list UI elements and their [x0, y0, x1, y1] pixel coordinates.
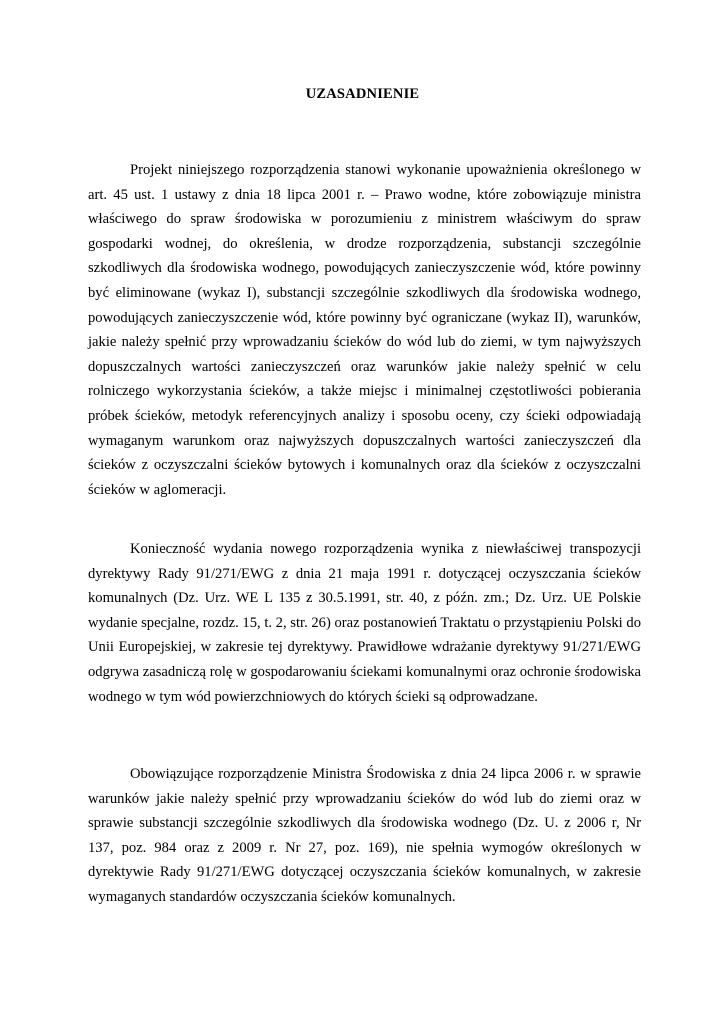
paragraph-necessity: Konieczność wydania nowego rozporządzenia wynika z niewłaściwej transpozycji dyrektywy Rady 91/271/EWG z dnia 21 maja 1991 r. dotyczącej oczyszczania ścieków komunalnych (Dz. Urz. WE L 135 z 30.5.1991, str. 40, z późn. zm.; Dz. Urz. UE Polskie wydanie specjalne, rozdz. 15, t. 2, str. 26) oraz postanowień Traktatu o przystąpieniu Polski do Unii Europejskiej, w zakresie tej dyrektywy. Prawidłowe wdrażanie dyrektywy 91/271/EWG odgrywa zasadniczą rolę w gospodarowaniu ściekami komunalnymi oraz ochronie środowiska wodnego w tym wód powierzchniowych do których ścieki są odprowadzane. — [88, 541, 641, 705]
document-title: UZASADNIENIE — [305, 86, 420, 102]
paragraph-current-regulation: Obowiązujące rozporządzenie Ministra Środowiska z dnia 24 lipca 2006 r. w sprawie warunków jakie należy spełnić przy wprowadzaniu ścieków do wód lub do ziemi oraz w sprawie substancji szczególnie szkodliwych dla środowiska wodnego (Dz. U. z 2006 r, Nr 137, poz. 984 oraz z 2009 r. Nr 27, poz. 169), nie spełnia wymogów określonych w dyrektywie Rady 91/271/EWG dotyczącej oczyszczania ścieków komunalnych, w zakresie wymaganych standardów oczyszczania ścieków komunalnych. — [88, 766, 641, 905]
paragraph-legal-basis: Projekt niniejszego rozporządzenia stanowi wykonanie upoważnienia określonego w art. 45 ust. 1 ustawy z dnia 18 lipca 2001 r. – Prawo wodne, które zobowiązuje ministra właściwego do spraw środowiska w porozumieniu z ministrem właściwym do spraw gospodarki wodnej, do określenia, w drodze rozporządzenia, substancji szczególnie szkodliwych dla środowiska wodnego, powodujących zanieczyszczenie wód, które powinny być eliminowane (wykaz I), substancji szczególnie szkodliwych dla środowiska wodnego, powodujących zanieczyszczenie wód, które powinny być ograniczane (wykaz II), warunków, jakie należy spełnić przy wprowadzaniu ścieków do wód lub do ziemi, w tym najwyższych dopuszczalnych wartości zanieczyszczeń oraz warunków jakie należy spełnić w celu rolniczego wykorzystania ścieków, a także miejsc i minimalnej częstotliwości pobierania próbek ścieków, metodyk referencyjnych analizy i sposobu oceny, czy ścieki odpowiadają wymaganym warunkom oraz najwyższych dopuszczalnych wartości zanieczyszczeń dla ścieków z oczyszczalni ścieków bytowych i komunalnych oraz dla ścieków z oczyszczalni ścieków w aglomeracji. — [88, 162, 641, 498]
